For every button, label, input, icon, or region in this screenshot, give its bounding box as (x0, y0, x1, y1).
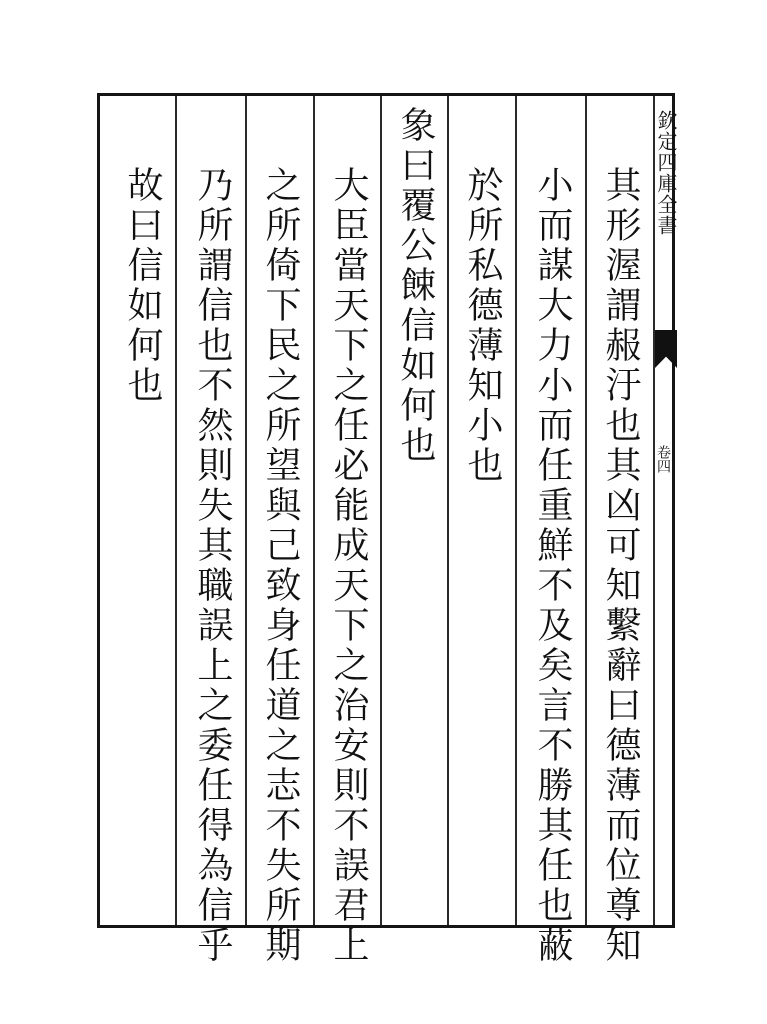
text-column-1: 其形渥謂赧汙也其凶可知繫辭曰德薄而位尊知 (600, 166, 641, 966)
volume-label: 卷四 (655, 445, 671, 473)
text-column-6: 之所倚下民之所望與己致身任道之志不失所期 (260, 166, 301, 966)
page-frame (97, 93, 675, 966)
column-rule (585, 96, 587, 925)
text-column-2: 小而謀大力小而任重鮮不及矣言不勝其任也蔽 (532, 166, 573, 966)
text-column-8: 故曰信如何也 (122, 166, 163, 406)
column-rule (515, 96, 517, 925)
column-rule (380, 96, 382, 925)
text-column-4: 象曰覆公餗信如何也 (395, 106, 436, 466)
text-column-7: 乃所謂信也不然則失其職誤上之委任得為信乎 (192, 166, 233, 966)
text-column-5: 大臣當天下之任必能成天下之治安則不誤君上 (328, 166, 369, 966)
column-rule (313, 96, 315, 925)
column-rule (447, 96, 449, 925)
book-title: 欽定四庫全書 (654, 110, 678, 236)
column-rule (245, 96, 247, 925)
text-column-3: 於所私德薄知小也 (462, 166, 503, 486)
column-rule (175, 96, 177, 925)
